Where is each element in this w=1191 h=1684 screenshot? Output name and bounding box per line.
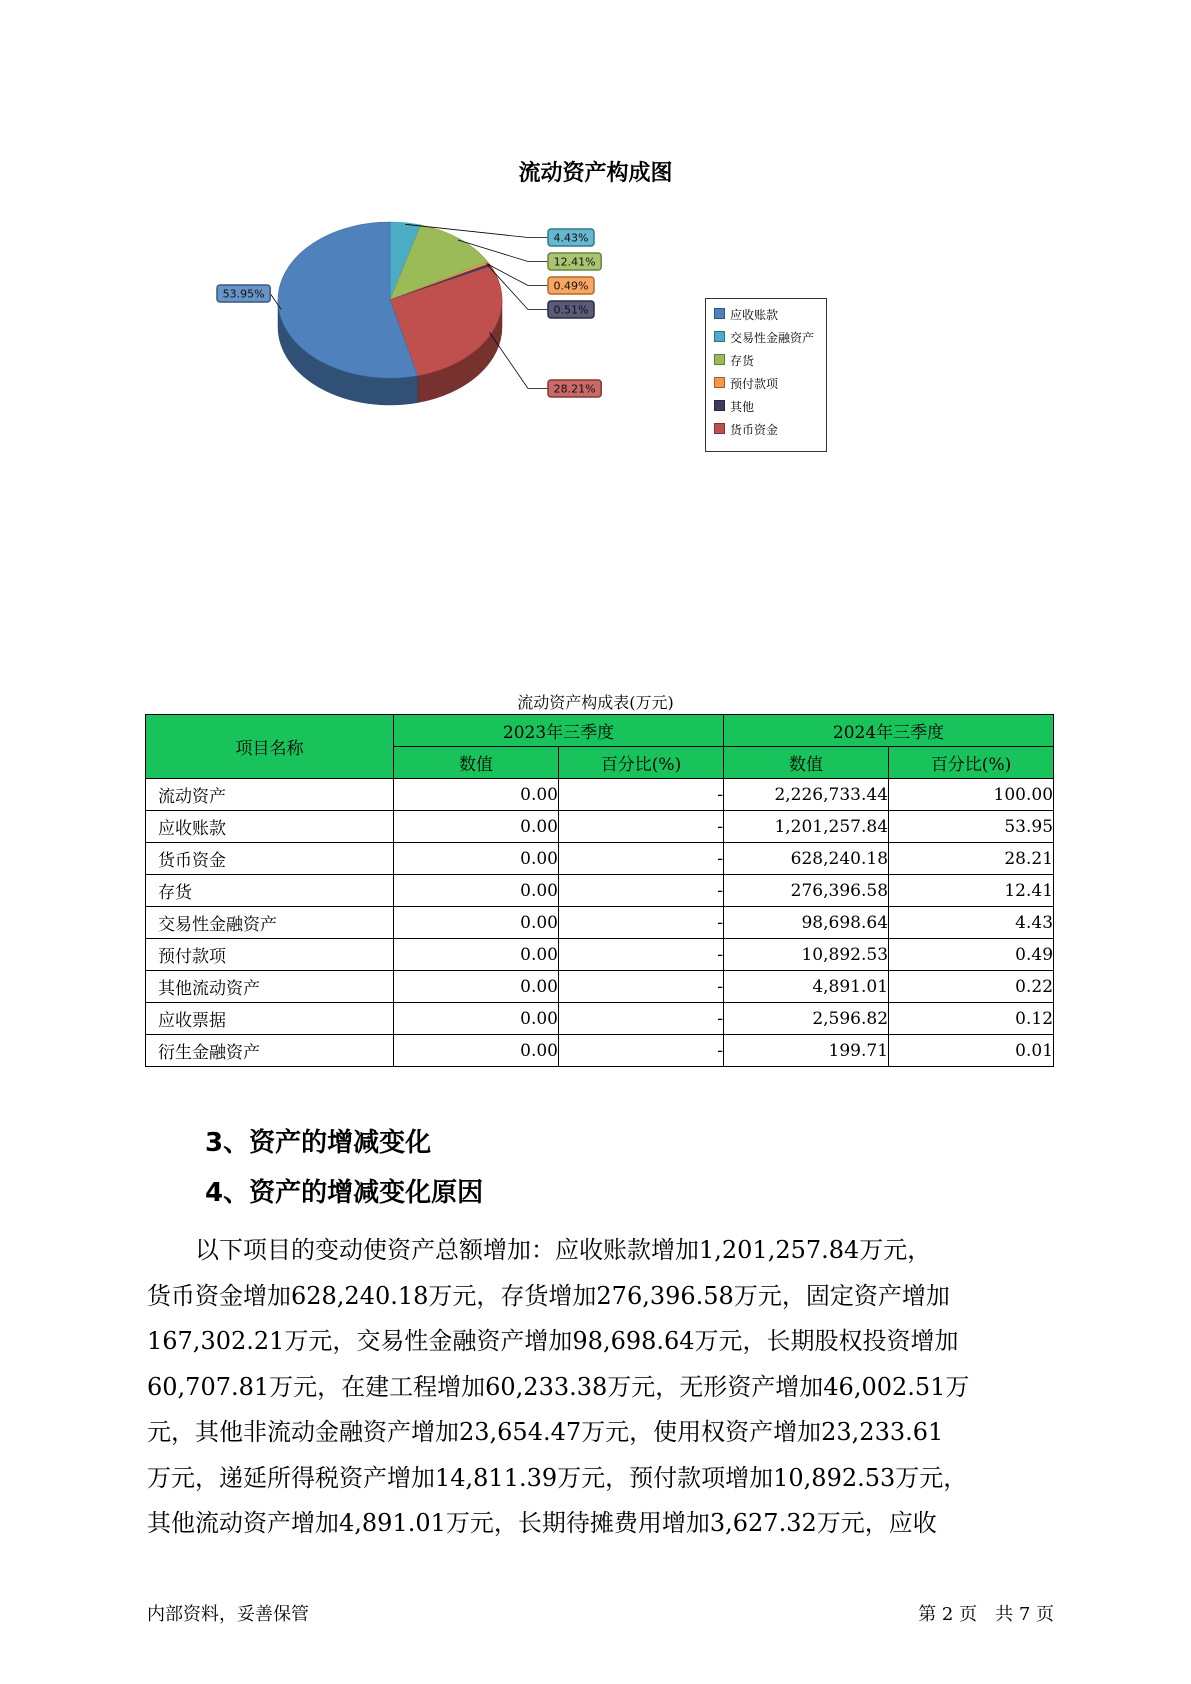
item-name: 交易性金融资产 xyxy=(146,907,394,939)
table-row xyxy=(146,779,1054,811)
paragraph-line: 货币资金增加628,240.18万元，存货增加276,396.58万元，固定资产增加 xyxy=(147,1281,950,1310)
header-item-name: 项目名称 xyxy=(146,715,394,779)
item-name: 存货 xyxy=(146,875,394,907)
paragraph-line: 元，其他非流动金融资产增加23,654.47万元，使用权资产增加23,233.61 xyxy=(147,1418,944,1446)
item-name: 流动资产 xyxy=(146,779,394,811)
data-label: 4.43% xyxy=(553,231,589,245)
paragraph-line: 其他流动资产增加4,891.01万元，长期待摊费用增加3,627.32万元，应收 xyxy=(147,1509,937,1537)
value-2023: 0.00 xyxy=(394,939,559,971)
legend-label: 存货 xyxy=(730,354,755,368)
section-heading-3: 3、资产的增减变化 xyxy=(205,1128,432,1158)
header-percent: 百分比(%) xyxy=(559,747,724,779)
legend-swatch xyxy=(714,423,725,434)
value-2023: 0.00 xyxy=(394,971,559,1003)
body-paragraph xyxy=(147,1228,1052,1547)
pie-top-faces xyxy=(278,222,502,378)
value-2023: 0.00 xyxy=(394,875,559,907)
data-label: 0.51% xyxy=(553,303,589,317)
value-2023: 0.00 xyxy=(394,1035,559,1067)
legend-label: 交易性金融资产 xyxy=(730,331,815,345)
percent-2024: 100.00 xyxy=(889,779,1054,811)
data-label: 0.49% xyxy=(553,279,589,293)
value-2023: 0.00 xyxy=(394,811,559,843)
legend-item xyxy=(714,353,754,369)
value-2024: 2,596.82 xyxy=(724,1003,889,1035)
value-2024: 628,240.18 xyxy=(724,843,889,875)
item-name: 货币资金 xyxy=(146,843,394,875)
table-header-row xyxy=(146,715,1054,747)
chart-legend xyxy=(705,298,827,452)
percent-2023: - xyxy=(559,1003,724,1035)
percent-2024: 12.41 xyxy=(889,875,1054,907)
percent-2023: - xyxy=(559,907,724,939)
percent-2024: 28.21 xyxy=(889,843,1054,875)
value-2024: 276,396.58 xyxy=(724,875,889,907)
legend-swatch xyxy=(714,331,725,342)
pie-chart xyxy=(190,215,670,465)
table-caption: 流动资产构成表(万元) xyxy=(517,693,674,712)
page-number: 第 2 页 共 7 页 xyxy=(918,1604,1054,1625)
percent-2023: - xyxy=(559,779,724,811)
table-row xyxy=(146,939,1054,971)
legend-item xyxy=(714,422,778,438)
legend-item xyxy=(714,399,754,415)
table-row xyxy=(146,843,1054,875)
value-2024: 199.71 xyxy=(724,1035,889,1067)
legend-item xyxy=(714,376,778,392)
legend-swatch xyxy=(714,308,725,319)
table-row xyxy=(146,811,1054,843)
table-row xyxy=(146,907,1054,939)
legend-item xyxy=(714,307,778,323)
section-heading-4: 4、资产的增减变化原因 xyxy=(205,1178,484,1208)
header-period-2024: 2024年三季度 xyxy=(724,715,1054,747)
paragraph-line: 60,707.81万元，在建工程增加60,233.38万元，无形资产增加46,002.51万 xyxy=(147,1372,970,1401)
legend-label: 预付款项 xyxy=(730,377,779,391)
table-row xyxy=(146,971,1054,1003)
legend-label: 应收账款 xyxy=(730,308,779,322)
percent-2023: - xyxy=(559,939,724,971)
value-2023: 0.00 xyxy=(394,1003,559,1035)
legend-swatch xyxy=(714,354,725,365)
legend-item xyxy=(714,330,814,346)
table-row xyxy=(146,1035,1054,1067)
value-2023: 0.00 xyxy=(394,779,559,811)
item-name: 衍生金融资产 xyxy=(146,1035,394,1067)
item-name: 应收票据 xyxy=(146,1003,394,1035)
current-assets-table xyxy=(145,714,1054,1067)
paragraph-line: 万元，递延所得税资产增加14,811.39万元，预付款项增加10,892.53万元， xyxy=(147,1463,968,1492)
percent-2023: - xyxy=(559,811,724,843)
value-2024: 1,201,257.84 xyxy=(724,811,889,843)
paragraph-line: 167,302.21万元，交易性金融资产增加98,698.64万元，长期股权投资增加 xyxy=(147,1327,959,1355)
table-row xyxy=(146,1003,1054,1035)
chart-title: 流动资产构成图 xyxy=(518,161,673,186)
percent-2023: - xyxy=(559,1035,724,1067)
legend-label: 货币资金 xyxy=(730,423,779,437)
header-value: 数值 xyxy=(394,747,559,779)
legend-label: 其他 xyxy=(730,400,755,414)
item-name: 应收账款 xyxy=(146,811,394,843)
header-percent: 百分比(%) xyxy=(889,747,1054,779)
percent-2024: 4.43 xyxy=(889,907,1054,939)
item-name: 预付款项 xyxy=(146,939,394,971)
percent-2024: 53.95 xyxy=(889,811,1054,843)
data-label: 53.95% xyxy=(222,287,265,301)
data-label: 28.21% xyxy=(553,382,596,396)
value-2024: 98,698.64 xyxy=(724,907,889,939)
header-value: 数值 xyxy=(724,747,889,779)
value-2024: 2,226,733.44 xyxy=(724,779,889,811)
value-2024: 10,892.53 xyxy=(724,939,889,971)
header-period-2023: 2023年三季度 xyxy=(394,715,724,747)
percent-2023: - xyxy=(559,875,724,907)
data-label: 12.41% xyxy=(553,255,596,269)
table-row xyxy=(146,875,1054,907)
legend-swatch xyxy=(714,377,725,388)
item-name: 其他流动资产 xyxy=(146,971,394,1003)
legend-swatch xyxy=(714,400,725,411)
footer-note: 内部资料，妥善保管 xyxy=(147,1604,309,1625)
percent-2024: 0.22 xyxy=(889,971,1054,1003)
percent-2023: - xyxy=(559,843,724,875)
value-2023: 0.00 xyxy=(394,907,559,939)
percent-2024: 0.12 xyxy=(889,1003,1054,1035)
value-2023: 0.00 xyxy=(394,843,559,875)
paragraph-line: 以下项目的变动使资产总额增加：应收账款增加1,201,257.84万元， xyxy=(147,1236,932,1264)
percent-2024: 0.01 xyxy=(889,1035,1054,1067)
value-2024: 4,891.01 xyxy=(724,971,889,1003)
percent-2024: 0.49 xyxy=(889,939,1054,971)
percent-2023: - xyxy=(559,971,724,1003)
